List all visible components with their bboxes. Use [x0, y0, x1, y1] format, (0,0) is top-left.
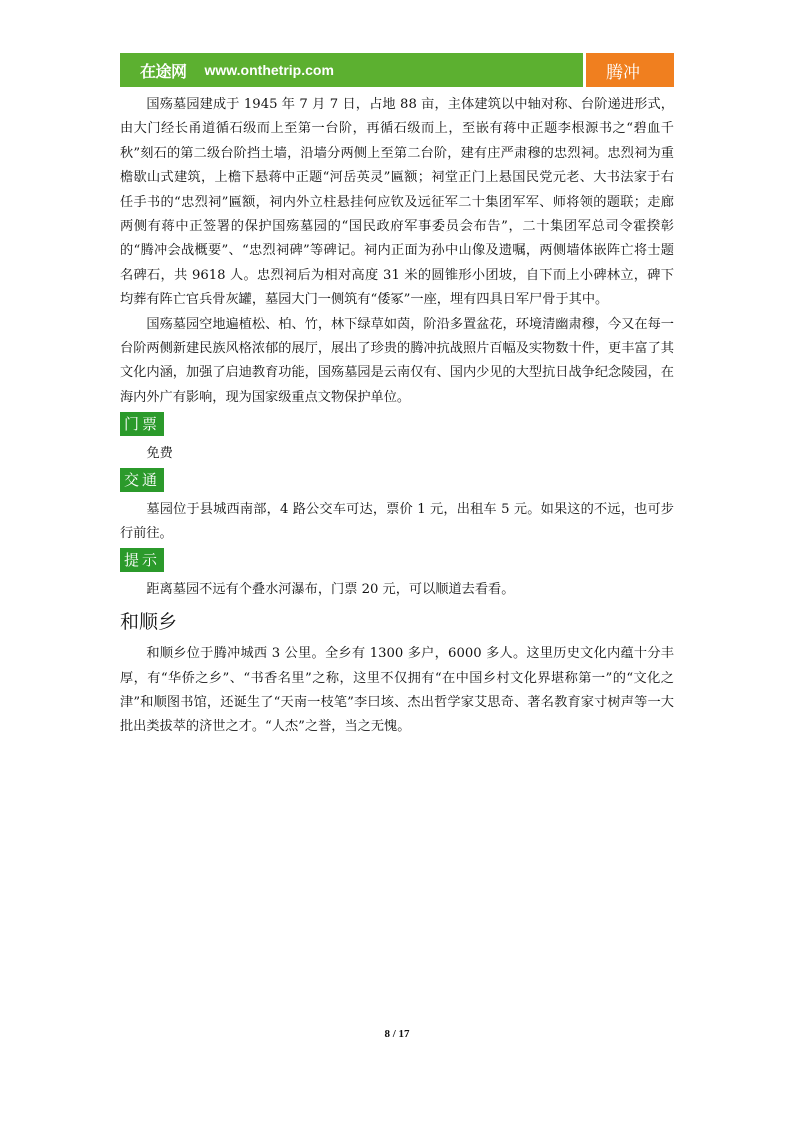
document-body — [120, 93, 674, 740]
header-green-bar — [120, 53, 583, 87]
heading-heshun: 和顺乡 — [120, 611, 178, 634]
region-label: 腾冲 — [586, 53, 674, 87]
paragraph-environment: 国殇墓园空地遍植松、柏、竹，林下绿草如茵，阶沿多置盆花，环境清幽肃穆，今又在每一台阶两侧新建民族风格浓郁的展厅，展出了珍贵的腾冲抗战照片百幅及实物数十件，更丰富了其文化内涵，加强了启迪教育功能，国殇墓园是云南仅有、国内少见的大型抗日战争纪念陵园，在海内外广有影响，现为国家级重点文物保护单位。 — [120, 316, 674, 405]
section-label-transport: 交通 — [120, 468, 164, 492]
section-label-tickets: 门票 — [120, 412, 164, 436]
paragraph-history: 国殇墓园建成于 1945 年 7 月 7 日，占地 88 亩，主体建筑以中轴对称、台阶递进形式，由大门经长甬道循石级而上至第一台阶，再循石级而上，至嵌有蒋中正题李根源书之“碧血千秋”刻石的第二级台阶挡土墙，沿墙分两侧上至第二台阶，建有庄严肃穆的忠烈祠。忠烈祠为重檐歇山式建筑，上檐下悬蒋中正题“河岳英灵”匾额；祠堂正门上悬国民党元老、大书法家于右任手书的“忠烈祠”匾额，祠内外立柱悬挂何应钦及远征军二十集团军军、师将领的题联；走廊两侧有蒋中正签署的保护国殇墓园的“国民政府军事委员会布告”，二十集团军总司令霍揆彰的“腾冲会战概要”、“忠烈祠碑”等碑记。祠内正面为孙中山像及遗嘱，两侧墙体嵌阵亡将士题名碑石，共 9618 人。忠烈祠后为相对高度 31 米的圆锥形小团坡，自下而上小碑林立，碑下均葬有阵亡官兵骨灰罐，墓园大门一侧筑有“倭冢”一座，埋有四具日军尸骨于其中。 — [120, 97, 674, 308]
section-text-tickets: 免费 — [146, 445, 173, 461]
section-tickets — [120, 410, 674, 466]
section-label-tips: 提示 — [120, 548, 164, 572]
site-url[interactable]: www.onthetrip.com — [204, 62, 334, 78]
page-number: 8 / 17 — [384, 1028, 410, 1040]
paragraph-heshun: 和顺乡位于腾冲城西 3 公里。全乡有 1300 多户，6000 多人。这里历史文化内蕴十分丰厚，有“华侨之乡”、“书香名里”之称，这里不仅拥有“在中国乡村文化界堪称第一”的“文化之津”和顺图书馆，还诞生了“天南一枝笔”李曰垓、杰出哲学家艾思奇、著名教育家寸树声等一大批出类拔萃的济世之才。“人杰”之誉，当之无愧。 — [120, 646, 674, 735]
section-transport — [120, 466, 674, 546]
header-banner — [120, 53, 674, 87]
section-tips — [120, 546, 674, 602]
site-logo[interactable]: 在途网 — [140, 61, 187, 81]
section-text-tips: 距离墓园不远有个叠水河瀑布，门票 20 元，可以顺道去看看。 — [146, 581, 515, 597]
section-text-transport: 墓园位于县城西南部，4 路公交车可达，票价 1 元，出租车 5 元。如果这的不远，也可步行前往。 — [120, 501, 674, 541]
